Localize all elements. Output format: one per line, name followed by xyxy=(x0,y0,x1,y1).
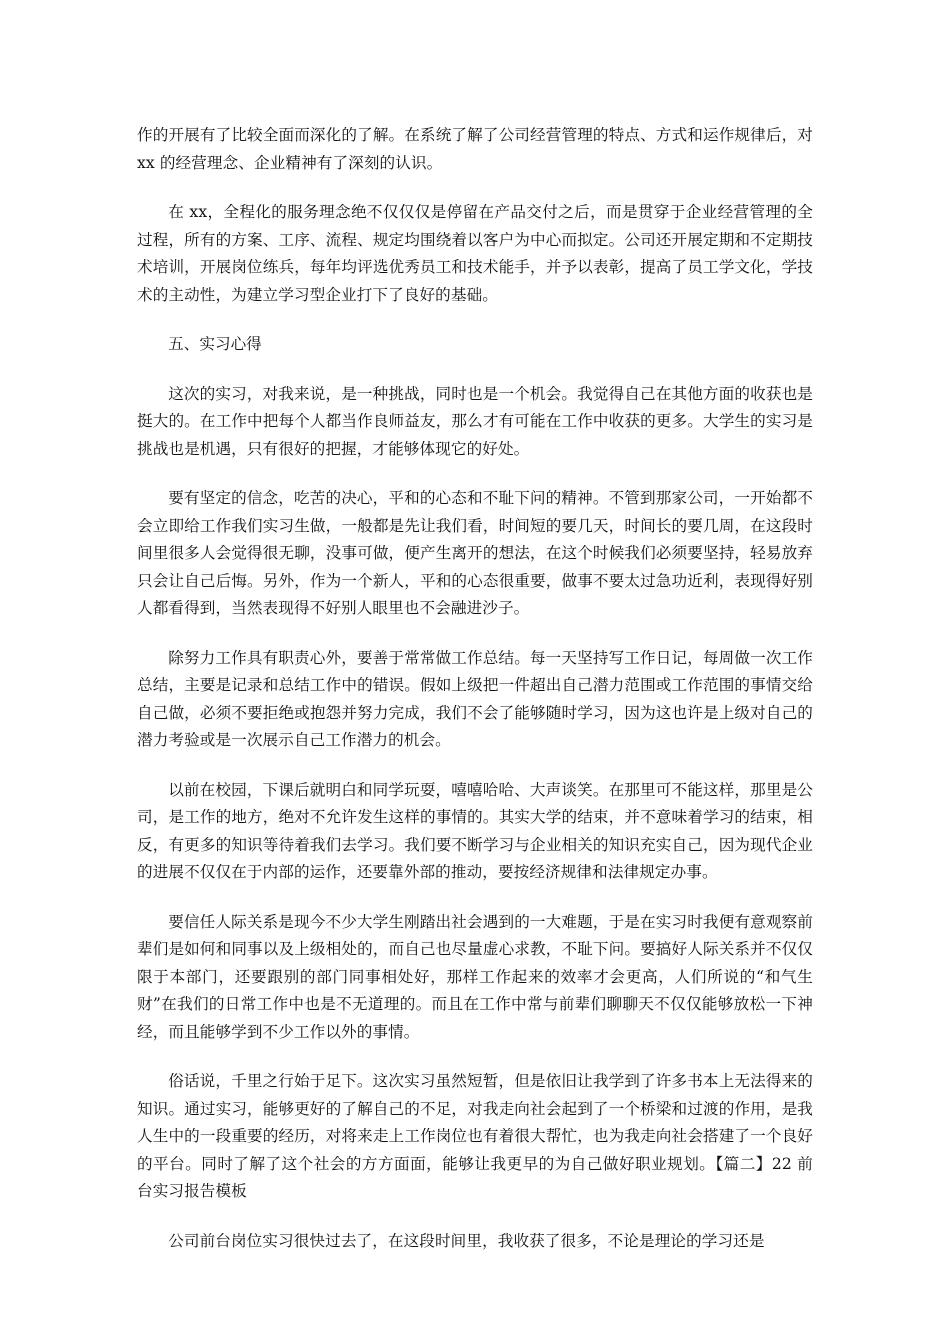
paragraph-6: 以前在校园，下课后就明白和同学玩耍，嘻嘻哈哈、大声谈笑。在那里可不能这样，那里是公司，是工作的地方，绝对不允许发生这样的事情的。其实大学的结束，并不意味着学习的结束，相反，有更多的知识等待着我们去学习。我们要不断学习与企业相关的知识充实自己，因为现代企业的进展不仅仅在于内部的运作，还要靠外部的推动，要按经济规律和法律规定办事。 xyxy=(137,780,813,881)
section-heading: 五、实习心得 xyxy=(168,335,262,353)
paragraph-1: 作的开展有了比较全面而深化的了解。在系统了解了公司经营管理的特点、方式和运作规律后，对 xx 的经营理念、企业精神有了深刻的认识。 xyxy=(137,126,813,172)
paragraph-8: 俗话说，千里之行始于足下。这次实习虽然短暂，但是依旧让我学到了许多书本上无法得来的知识。通过实习，能够更好的了解自己的不足，对我走向社会起到了一个桥梁和过渡的作用，是我人生中的一段重要的经历，对将来走上工作岗位也有着很大帮忙，也为我走向社会搭建了一个良好的平台。同时了解了这个社会的方方面面，能够让我更早的为自己做好职业规划。【篇二】22 前台实习报告模板 xyxy=(137,1072,813,1200)
paragraph-9: 公司前台岗位实习很快过去了，在这段时间里，我收获了很多，不论是理论的学习还是 xyxy=(168,1231,765,1250)
paragraph-2: 在 xx，全程化的服务理念绝不仅仅仅是停留在产品交付之后，而是贯穿于企业经营管理的全过程，所有的方案、工序、流程、规定均围绕着以客户为中心而拟定。公司还开展定期和不定期技术培训，开展岗位练兵，每年均评选优秀员工和技术能手，并予以表彰，提高了员工学文化，学技术的主动性，为建立学习型企业打下了良好的基础。 xyxy=(137,203,813,304)
paragraph-3: 这次的实习，对我来说，是一种挑战，同时也是一个机会。我觉得自己在其他方面的收获也是挺大的。在工作中把每个人都当作良师益友，那么才有可能在工作中收获的更多。大学生的实习是挑战也是机遇，只有很好的把握，才能够体现它的好处。 xyxy=(137,384,813,458)
paragraph-4: 要有坚定的信念，吃苦的决心，平和的心态和不耻下问的精神。不管到那家公司，一开始都不会立即给工作我们实习生做，一般都是先让我们看，时间短的要几天，时间长的要几周，在这段时间里很多人会觉得很无聊，没事可做，便产生离开的想法，在这个时候我们必须要坚持，轻易放弃只会让自己后悔。另外，作为一个新人，平和的心态很重要，做事不要太过急功近利，表现得好别人都看得到，当然表现得不好别人眼里也不会融进沙子。 xyxy=(137,489,813,617)
paragraph-5: 除努力工作具有职责心外，要善于常常做工作总结。每一天坚持写工作日记，每周做一次工作总结，主要是记录和总结工作中的错误。假如上级把一件超出自己潜力范围或工作范围的事情交给自己做，必须不要拒绝或抱怨并努力完成，我们不会了能够随时学习，因为这也许是上级对自己的潜力考验或是一次展示自己工作潜力的机会。 xyxy=(137,648,813,749)
paragraph-7: 要信任人际关系是现今不少大学生刚踏出社会遇到的一大难题，于是在实习时我便有意观察前辈们是如何和同事以及上级相处的，而自己也尽量虚心求教，不耻下问。要搞好人际关系并不仅仅限于本部门，还要跟别的部门同事相处好，那样工作起来的效率才会更高，人们所说的“和气生财”在我们的日常工作中也是不无道理的。而且在工作中常与前辈们聊聊天不仅仅能够放松一下神经，而且能够学到不少工作以外的事情。 xyxy=(137,912,813,1041)
document-page xyxy=(137,122,813,1277)
